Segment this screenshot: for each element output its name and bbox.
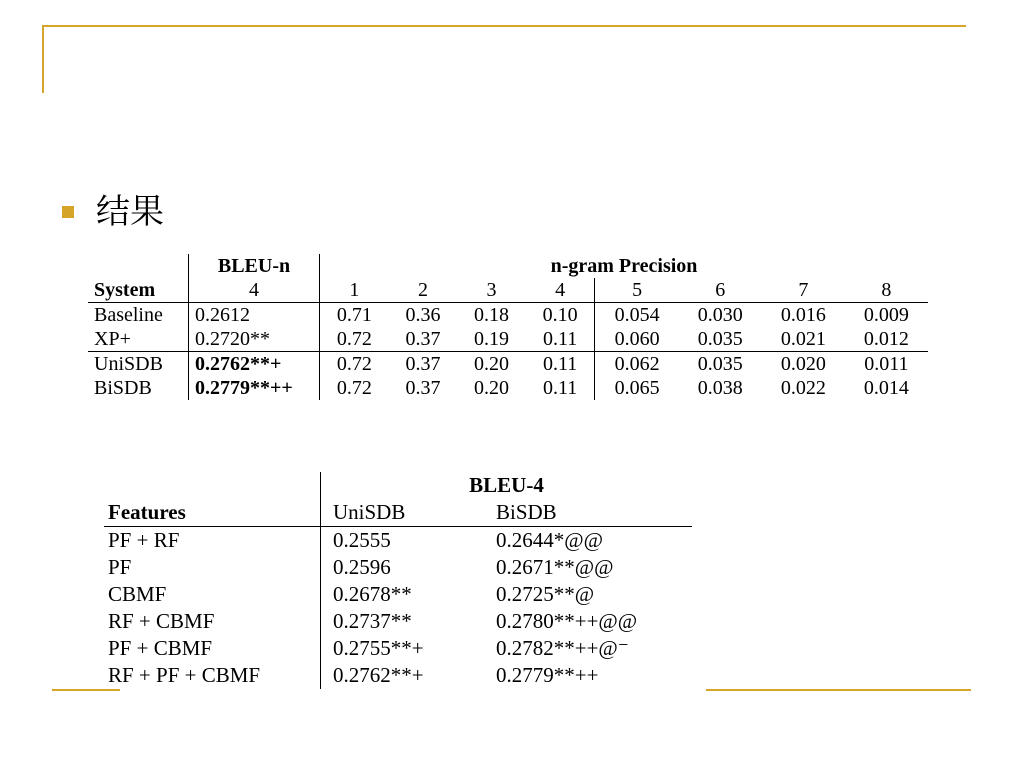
table-row — [88, 327, 928, 352]
feature-name-cell: RF + PF + CBMF — [104, 662, 321, 689]
left-border-line — [42, 25, 44, 93]
table-row — [88, 303, 928, 328]
bisdb-score-cell: 0.2644*@@ — [496, 528, 603, 552]
precision-cell: 0.18 — [457, 303, 526, 328]
table2-body — [104, 527, 692, 690]
top-border-line — [42, 25, 966, 27]
table1-group-header-row — [88, 254, 928, 278]
precision-cell: 0.19 — [473, 328, 509, 350]
precision-cell: 0.021 — [780, 328, 826, 350]
bottom-border-line-left — [52, 689, 120, 691]
table1-body — [88, 303, 928, 401]
precision-cell: 0.014 — [863, 377, 909, 399]
bleu-score-cell: 0.2720** — [189, 327, 320, 352]
table1-col-system: System — [88, 278, 189, 303]
feature-name-cell: RF + CBMF — [104, 608, 321, 635]
system-name-cell: Baseline — [88, 303, 189, 328]
table1-bleu-group-label: BLEU-n — [217, 255, 291, 277]
precision-cell: 0.72 — [320, 352, 389, 377]
precision-cell: 0.022 — [780, 377, 826, 399]
precision-cell: 0.062 — [595, 352, 679, 377]
precision-cell: 0.20 — [473, 377, 509, 399]
precision-cell: 0.37 — [389, 352, 458, 377]
table1-col-8: 8 — [881, 279, 892, 301]
precision-cell: 0.030 — [679, 303, 762, 328]
table1-col-2: 2 — [417, 279, 428, 301]
precision-cell: 0.012 — [863, 328, 909, 350]
precision-cell: 0.065 — [614, 377, 660, 399]
feature-name-cell: PF — [104, 554, 321, 581]
features-table-wrapper — [104, 472, 692, 689]
table-row — [104, 527, 692, 555]
precision-cell: 0.035 — [697, 328, 743, 350]
square-bullet-icon — [62, 206, 74, 218]
results-table-2 — [104, 472, 692, 689]
bleu-score-cell: 0.2779**++ — [189, 376, 320, 400]
table-row — [104, 608, 692, 635]
slide-heading: 结果 — [96, 192, 164, 232]
table-row — [104, 554, 692, 581]
table2-column-header-row — [104, 499, 692, 527]
table1-col-1: 1 — [349, 279, 360, 301]
table2-group-header-row — [104, 472, 692, 499]
table2-group-header: BLEU-4 — [469, 473, 544, 497]
table-row — [104, 662, 692, 689]
table1-column-header-row — [88, 278, 928, 303]
precision-cell: 0.71 — [320, 303, 389, 328]
precision-cell: 0.37 — [405, 377, 441, 399]
precision-cell: 0.20 — [457, 352, 526, 377]
bisdb-score-cell: 0.2779**++ — [496, 663, 599, 687]
unisdb-score-cell: 0.2555 — [333, 528, 391, 552]
precision-cell: 0.11 — [526, 327, 595, 352]
precision-cell: 0.37 — [405, 328, 441, 350]
precision-cell: 0.72 — [336, 328, 372, 350]
precision-cell: 0.038 — [697, 377, 743, 399]
table1-col-4: 4 — [526, 278, 595, 303]
bullet-heading — [62, 190, 164, 234]
table-row — [104, 581, 692, 608]
feature-name-cell: PF + RF — [104, 527, 321, 555]
precision-cell: 0.016 — [762, 303, 845, 328]
unisdb-score-cell: 0.2737** — [333, 609, 412, 633]
table2-col-unisdb: UniSDB — [333, 500, 406, 524]
table1-col-6: 6 — [715, 279, 726, 301]
unisdb-score-cell: 0.2755**+ — [333, 636, 424, 660]
table2-col-features: Features — [104, 499, 321, 527]
table1-precision-group-header — [320, 254, 929, 278]
table1-col-bleu4: 4 — [189, 278, 320, 303]
precision-cell: 0.11 — [526, 376, 595, 400]
table1-col-3: 3 — [486, 279, 497, 301]
table-row — [88, 376, 928, 400]
table-row — [88, 352, 928, 377]
bleu-score-cell: 0.2612 — [189, 303, 320, 328]
precision-cell: 0.054 — [595, 303, 679, 328]
system-name-cell: UniSDB — [88, 352, 189, 377]
system-name-cell: XP+ — [88, 327, 189, 352]
unisdb-score-cell: 0.2762**+ — [333, 663, 424, 687]
bisdb-score-cell: 0.2725**@ — [496, 582, 595, 606]
precision-cell: 0.10 — [526, 303, 595, 328]
bisdb-score-cell: 0.2780**++@@ — [496, 609, 638, 633]
table2-col-bisdb: BiSDB — [496, 500, 557, 524]
precision-cell: 0.035 — [679, 352, 762, 377]
precision-cell: 0.72 — [336, 377, 372, 399]
precision-cell: 0.011 — [845, 352, 928, 377]
precision-cell: 0.020 — [762, 352, 845, 377]
table-row — [104, 635, 692, 662]
bisdb-score-cell: 0.2671**@@ — [496, 555, 614, 579]
feature-name-cell: CBMF — [104, 581, 321, 608]
bleu-score-cell: 0.2762**+ — [189, 352, 320, 377]
precision-cell: 0.009 — [845, 303, 928, 328]
table1-precision-group-label: n-gram Precision — [550, 255, 698, 277]
table1-col-7: 7 — [798, 279, 809, 301]
precision-cell: 0.060 — [614, 328, 660, 350]
precision-cell: 0.36 — [389, 303, 458, 328]
unisdb-score-cell: 0.2678** — [333, 582, 412, 606]
bisdb-score-cell: 0.2782**++@⁻ — [496, 636, 629, 660]
unisdb-score-cell: 0.2596 — [333, 555, 391, 579]
system-name-cell: BiSDB — [88, 376, 189, 400]
precision-cell: 0.11 — [526, 352, 595, 377]
feature-name-cell: PF + CBMF — [104, 635, 321, 662]
bottom-border-line-right — [706, 689, 971, 691]
table1-col-5: 5 — [632, 279, 643, 301]
table1-bleu-group-header — [189, 254, 320, 278]
results-table-1 — [88, 254, 928, 400]
